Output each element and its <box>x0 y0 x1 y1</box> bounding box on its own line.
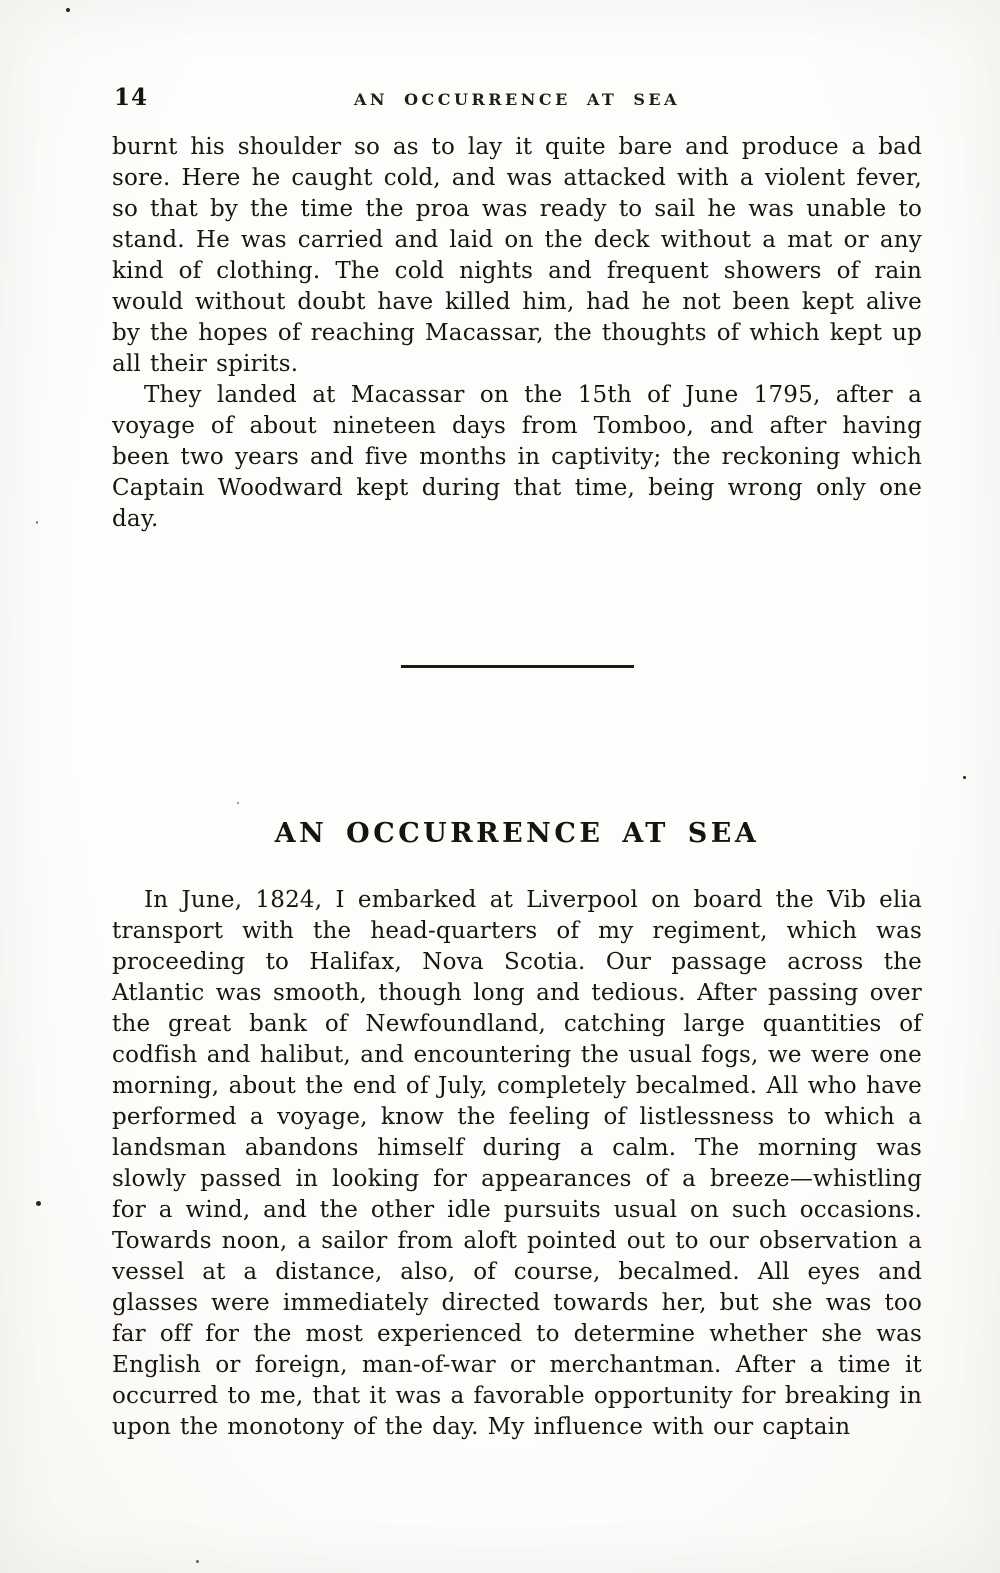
paragraph-continuation: burnt his shoulder so as to lay it quite bare and produce a bad sore. Here he caught cold, and was attacked with a violent fever, so that by the time the proa was ready to sail he was unable to stand. He was carried and laid on the deck without a mat or any kind of clothing. The cold nights and frequent showers of rain would without doubt have killed him, had he not been kept alive by the hopes of reaching Macassar, the thoughts of which kept up all their spirits. <box>112 134 922 377</box>
page-number: 14 <box>114 84 149 111</box>
paragraph: They landed at Macassar on the 15th of June 1795, after a voyage of about nineteen days from Tomboo, and after having been two years and five months in captivity; the reckoning which Captain Woodward kept during that time, being wrong only one day. <box>112 382 922 532</box>
scan-speck <box>36 1201 41 1206</box>
paragraph: In June, 1824, I embarked at Liverpool on board the Vib elia transport with the head-quarters of my regiment, which was proceeding to Halifax, Nova Scotia. Our passage across the Atlantic was smooth, though long and tedious. After passing over the great bank of Newfoundland, catching large quantities of codfish and halibut, and encountering the usual fogs, we were one morning, about the end of July, completely becalmed. All who have performed a voyage, know the feeling of listlessness to which a landsman abandons himself during a calm. The morning was slowly passed in looking for appearances of a breeze—whistling for a wind, and the other idle pursuits usual on such occasions. Towards noon, a sailor from aloft pointed out to our observation a vessel at a distance, also, of course, becalmed. All eyes and glasses were immediately directed towards her, but she was too far off for the most experienced to determine whether she was English or foreign, man-of-war or merchantman. After a time it occurred to me, that it was a favorable opportunity for breaking in upon the monotony of the day. My influence with our captain <box>112 887 922 1440</box>
scan-speck <box>963 776 966 779</box>
scan-speck <box>237 802 239 804</box>
running-header-title: AN OCCURRENCE AT SEA <box>353 90 681 109</box>
previous-chapter-text <box>112 132 922 535</box>
page-header <box>112 84 922 118</box>
scan-speck <box>36 521 38 524</box>
scan-speck <box>196 1560 199 1563</box>
chapter-text <box>112 885 922 1443</box>
scan-speck <box>66 8 70 12</box>
section-divider-rule <box>401 665 634 668</box>
chapter-title: AN OCCURRENCE AT SEA <box>274 818 760 849</box>
